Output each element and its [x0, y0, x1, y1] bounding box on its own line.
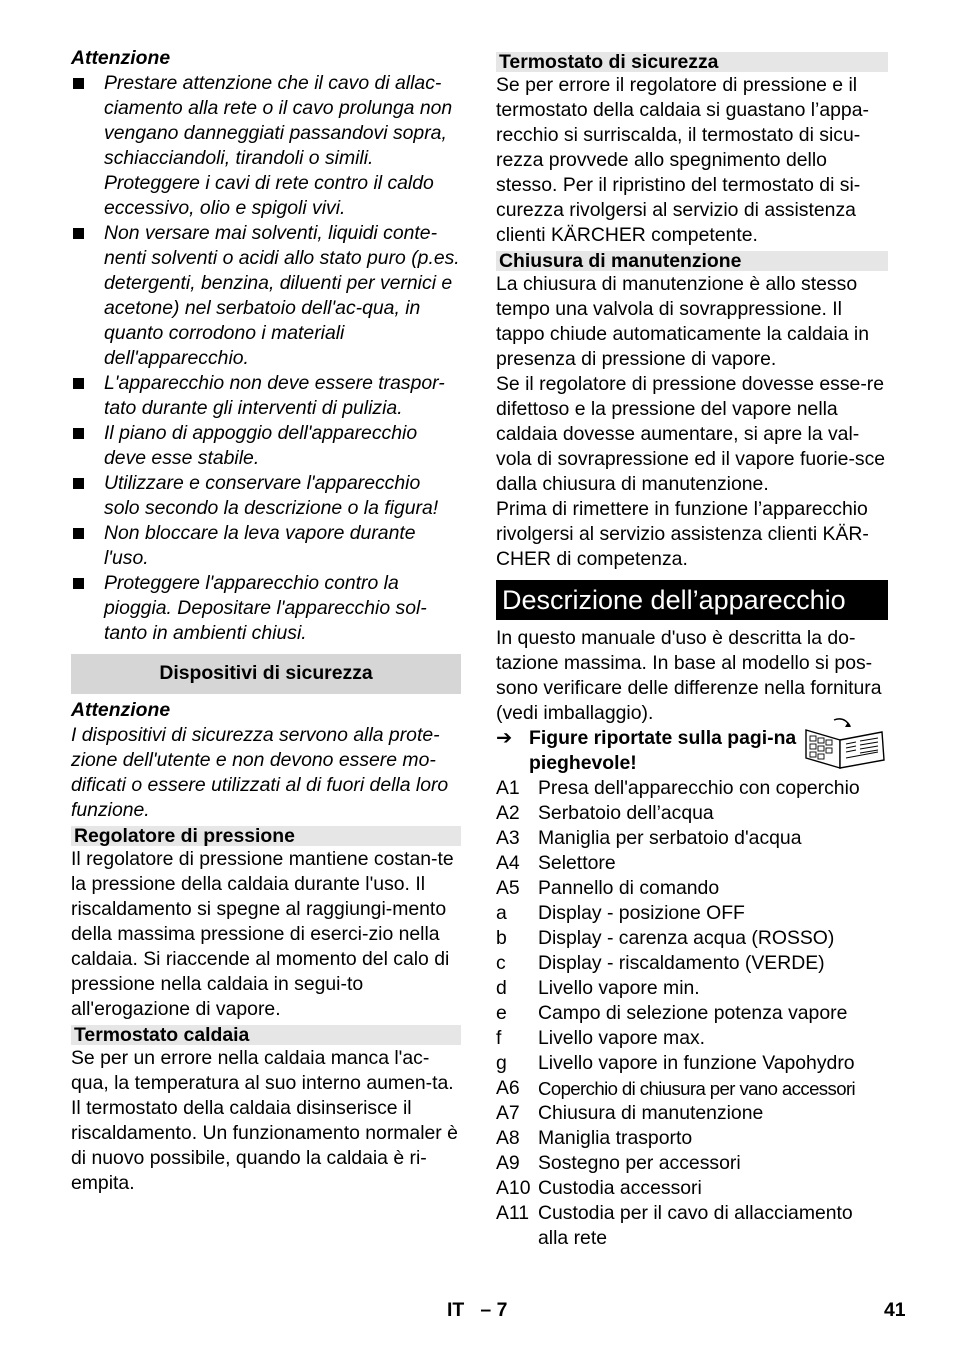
square-bullet-icon — [71, 471, 104, 521]
attention-label: Attenzione — [71, 47, 171, 69]
square-bullet-icon — [71, 421, 104, 471]
bullet-item: Prestare attenzione che il cavo di allac-ciamento alla rete o il cavo prolunga non vengano danneggiati passandovi sopra, schiacciandoli, tirandoli o simili. Proteggere i cavi di rete contro il caldo eccessivo, olio e spigoli vivi. — [71, 71, 461, 221]
maintenance-text-1: La chiusura di manutenzione è allo stesso tempo una valvola di sovrappressione. Il tappo chiude automaticamente la caldaia in presenza di pressione di vapore. — [496, 273, 869, 370]
foldout-book-icon — [804, 716, 886, 770]
component-legend — [496, 776, 888, 1251]
left-column — [71, 46, 461, 1196]
safety-devices-heading: Dispositivi di sicurezza — [71, 654, 461, 694]
square-bullet-icon — [71, 571, 104, 646]
bullet-item: Non bloccare la leva vapore durante l'uso. — [71, 521, 461, 571]
safety-thermostat-heading: Termostato di sicurezza — [496, 52, 888, 72]
legend-item: A4 Selettore — [496, 852, 616, 874]
legend-item: c Display - riscaldamento (VERDE) — [496, 952, 825, 974]
square-bullet-icon — [71, 221, 104, 371]
legend-item: e Campo di selezione potenza vapore — [496, 1002, 848, 1024]
page-number: 41 — [884, 1299, 906, 1321]
legend-item: A9 Sostegno per accessori — [496, 1152, 741, 1174]
legend-item: A5 Pannello di comando — [496, 877, 720, 899]
pressure-regulator-heading: Regolatore di pressione — [71, 826, 461, 846]
attention-label-2: Attenzione — [71, 699, 171, 721]
bullet-item: Proteggere l'apparecchio contro la pioggia. Depositare l'apparecchio sol-tanto in ambienti chiusi. — [71, 571, 461, 646]
square-bullet-icon — [71, 521, 104, 571]
device-description-text: In questo manuale d'uso è descritta la do-tazione massima. In base al modello si pos-sono verificare delle differenze nella fornitura (vedi imballaggio). — [496, 627, 882, 724]
footer-language-page: IT – 7 — [447, 1299, 508, 1321]
pressure-regulator-text: Il regolatore di pressione mantiene costan-te la pressione della caldaia durante l'uso. Il riscaldamento si spegne al raggiungi-mento della massima pressione di eserci-zio nella caldaia. Si riaccende al momento del calo di pressione nella caldaia in segui-to all'erogazione di vapore. — [71, 848, 454, 1020]
legend-item: A3 Maniglia per serbatoio d'acqua — [496, 827, 802, 849]
legend-item: A8 Maniglia trasporto — [496, 1127, 693, 1149]
legend-item: f Livello vapore max. — [496, 1027, 706, 1049]
safety-thermostat-text: Se per errore il regolatore di pressione e il termostato della caldaia si guastano l’appa-recchio si surriscalda, il termostato di sicu-rezza provvede allo spegnimento dello stesso. Per il ripristino del termostato di si-curezza rivolgersi al servizio di assistenza clienti KÄRCHER competente. — [496, 74, 869, 246]
maintenance-text-3: Prima di rimettere in funzione l’apparecchio rivolgersi al servizio assistenza clienti KÄR-CHER di competenza. — [496, 498, 869, 570]
warning-bullet-list — [71, 71, 461, 646]
legend-item: d Livello vapore min. — [496, 977, 700, 999]
legend-item: A10 Custodia accessori — [496, 1177, 702, 1199]
maintenance-text-2: Se il regolatore di pressione dovesse esse-re difettoso e la pressione del vapore nella caldaia dovesse aumentare, si apre la val-vola di sovrapressione ed il vapore fuorie-sce dalla chiusura di manutenzione. — [496, 373, 886, 495]
arrow-right-icon: ➔ — [496, 727, 513, 749]
bullet-item: L'apparecchio non deve essere traspor-tato durante gli interventi di pulizia. — [71, 371, 461, 421]
bullet-item: Il piano di appoggio dell'apparecchio deve esse stabile. — [71, 421, 461, 471]
safety-intro-text: I dispositivi di sicurezza servono alla prote-zione dell'utente e non devono essere mo-dificati o essere utilizzati al di fuori della loro funzione. — [71, 724, 449, 821]
legend-item: A7 Chiusura di manutenzione — [496, 1102, 764, 1124]
bullet-item: Utilizzare e conservare l'apparecchio solo secondo la descrizione o la figura! — [71, 471, 461, 521]
right-column — [496, 46, 888, 1251]
legend-item: g Livello vapore in funzione Vapohydro — [496, 1052, 855, 1074]
figure-note: ➔ Figure riportate sulla pagi-na pieghevole! — [496, 726, 888, 776]
legend-item: b Display - carenza acqua (ROSSO) — [496, 927, 835, 949]
device-description-heading: Descrizione dell’apparecchio — [496, 580, 888, 620]
bullet-item: Non versare mai solventi, liquidi conte-nenti solventi o acidi allo stato puro (p.es. detergenti, benzina, diluenti per vernici e acetone) nel serbatoio dell'ac-qua, in quanto corrodono i materiali dell'apparecchio. — [71, 221, 461, 371]
legend-item: A2 Serbatoio dell’acqua — [496, 802, 714, 824]
square-bullet-icon — [71, 371, 104, 421]
boiler-thermostat-heading: Termostato caldaia — [71, 1025, 461, 1045]
maintenance-closure-heading: Chiusura di manutenzione — [496, 251, 888, 271]
legend-item: a Display - posizione OFF — [496, 902, 745, 924]
square-bullet-icon — [71, 71, 104, 221]
boiler-thermostat-text: Se per un errore nella caldaia manca l'ac-qua, la temperatura al suo interno aumen-ta. Il termostato della caldaia disinserisce il riscaldamento. Un funzionamento normaler è di nuovo possibile, quando la caldaia è ri-empita. — [71, 1047, 458, 1194]
legend-item: A11 Custodia per il cavo di allacciamento alla rete — [496, 1202, 853, 1249]
legend-item: A6 Coperchio di chiusura per vano accessori — [496, 1077, 856, 1099]
legend-item: A1 Presa dell'apparecchio con coperchio — [496, 777, 860, 799]
